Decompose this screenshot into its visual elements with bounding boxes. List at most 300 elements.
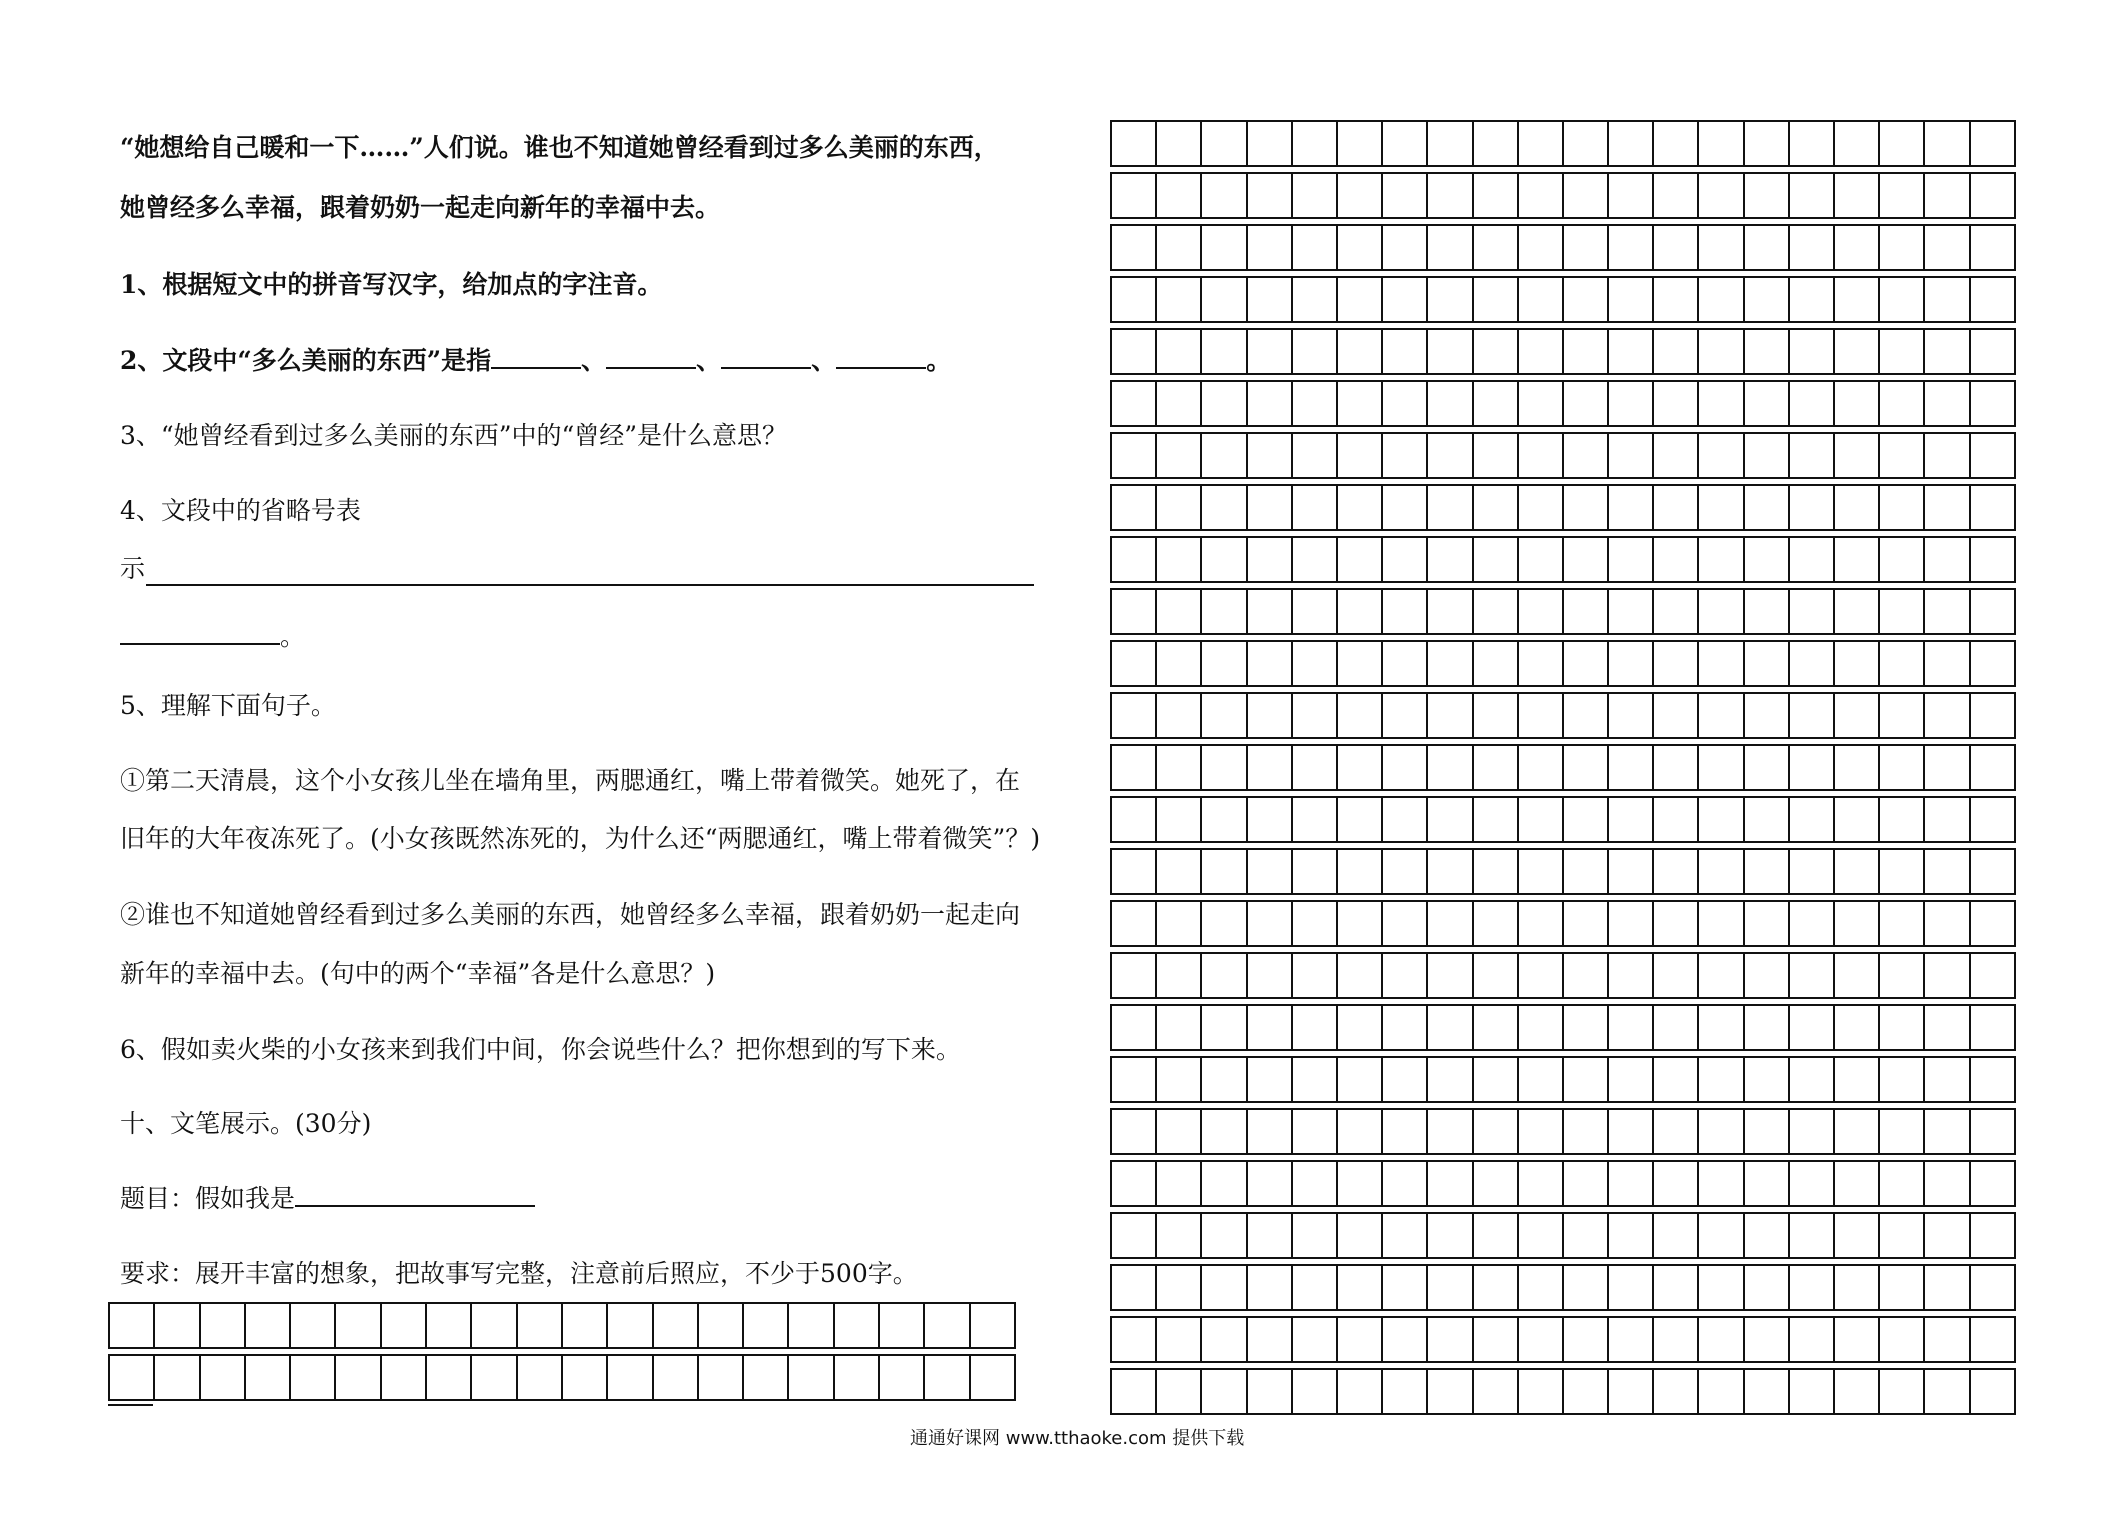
writing-cell[interactable] bbox=[1790, 278, 1835, 323]
writing-cell[interactable] bbox=[1112, 1266, 1157, 1311]
writing-cell[interactable] bbox=[1609, 746, 1654, 791]
writing-cell[interactable] bbox=[1112, 278, 1157, 323]
writing-cell[interactable] bbox=[1202, 434, 1247, 479]
writing-cell[interactable] bbox=[1699, 226, 1744, 271]
writing-cell[interactable] bbox=[1835, 746, 1880, 791]
writing-cell[interactable] bbox=[1745, 174, 1790, 219]
writing-cell[interactable] bbox=[1474, 1006, 1519, 1051]
writing-cell[interactable] bbox=[1112, 174, 1157, 219]
writing-cell[interactable] bbox=[1880, 1370, 1925, 1415]
writing-cell[interactable] bbox=[1835, 278, 1880, 323]
writing-cell[interactable] bbox=[1112, 850, 1157, 895]
writing-cell[interactable] bbox=[1519, 1214, 1564, 1259]
title-blank[interactable] bbox=[295, 1183, 535, 1207]
writing-cell[interactable] bbox=[1338, 382, 1383, 427]
writing-cell[interactable] bbox=[291, 1356, 336, 1401]
writing-cell[interactable] bbox=[1971, 174, 2016, 219]
writing-cell[interactable] bbox=[1202, 850, 1247, 895]
writing-cell[interactable] bbox=[1564, 1162, 1609, 1207]
writing-cell[interactable] bbox=[1790, 1162, 1835, 1207]
writing-cell[interactable] bbox=[1699, 1370, 1744, 1415]
writing-cell[interactable] bbox=[1835, 434, 1880, 479]
writing-cell[interactable] bbox=[1157, 850, 1202, 895]
writing-cell[interactable] bbox=[1699, 1058, 1744, 1103]
writing-cell[interactable] bbox=[925, 1304, 970, 1349]
writing-cell[interactable] bbox=[155, 1304, 200, 1349]
writing-cell[interactable] bbox=[1338, 122, 1383, 167]
writing-cell[interactable] bbox=[1609, 590, 1654, 635]
writing-cell[interactable] bbox=[1925, 226, 1970, 271]
writing-cell[interactable] bbox=[1699, 1110, 1744, 1155]
writing-cell[interactable] bbox=[1519, 278, 1564, 323]
writing-cell[interactable] bbox=[1790, 1370, 1835, 1415]
writing-cell[interactable] bbox=[925, 1356, 970, 1401]
writing-cell[interactable] bbox=[1293, 278, 1338, 323]
writing-cell[interactable] bbox=[1790, 1266, 1835, 1311]
writing-cell[interactable] bbox=[1564, 226, 1609, 271]
writing-cell[interactable] bbox=[1474, 1214, 1519, 1259]
writing-cell[interactable] bbox=[1925, 590, 1970, 635]
writing-cell[interactable] bbox=[1519, 330, 1564, 375]
writing-cell[interactable] bbox=[971, 1304, 1016, 1349]
writing-cell[interactable] bbox=[1790, 434, 1835, 479]
writing-cell[interactable] bbox=[1338, 954, 1383, 999]
writing-cell[interactable] bbox=[1745, 1006, 1790, 1051]
writing-cell[interactable] bbox=[1248, 1318, 1293, 1363]
writing-cell[interactable] bbox=[1202, 954, 1247, 999]
writing-cell[interactable] bbox=[1474, 174, 1519, 219]
writing-cell[interactable] bbox=[1699, 1318, 1744, 1363]
writing-cell[interactable] bbox=[1519, 486, 1564, 531]
writing-cell[interactable] bbox=[1248, 1110, 1293, 1155]
writing-cell[interactable] bbox=[1880, 694, 1925, 739]
writing-cell[interactable] bbox=[1474, 1266, 1519, 1311]
writing-cell[interactable] bbox=[1474, 330, 1519, 375]
writing-cell[interactable] bbox=[1202, 226, 1247, 271]
writing-cell[interactable] bbox=[563, 1304, 608, 1349]
writing-cell[interactable] bbox=[1157, 1006, 1202, 1051]
writing-cell[interactable] bbox=[1202, 902, 1247, 947]
writing-cell[interactable] bbox=[1609, 330, 1654, 375]
writing-cell[interactable] bbox=[1699, 122, 1744, 167]
writing-cell[interactable] bbox=[1474, 278, 1519, 323]
writing-cell[interactable] bbox=[1654, 122, 1699, 167]
writing-cell[interactable] bbox=[1564, 590, 1609, 635]
writing-cell[interactable] bbox=[1654, 590, 1699, 635]
writing-cell[interactable] bbox=[1519, 746, 1564, 791]
writing-cell[interactable] bbox=[1248, 1214, 1293, 1259]
writing-cell[interactable] bbox=[1293, 798, 1338, 843]
writing-cell[interactable] bbox=[1383, 1006, 1428, 1051]
writing-cell[interactable] bbox=[1699, 1214, 1744, 1259]
writing-cell[interactable] bbox=[1428, 1058, 1473, 1103]
writing-cell[interactable] bbox=[1428, 122, 1473, 167]
writing-cell[interactable] bbox=[1202, 746, 1247, 791]
writing-cell[interactable] bbox=[1338, 746, 1383, 791]
writing-cell[interactable] bbox=[1654, 226, 1699, 271]
writing-cell[interactable] bbox=[1202, 642, 1247, 687]
writing-cell[interactable] bbox=[1157, 122, 1202, 167]
writing-cell[interactable] bbox=[1202, 330, 1247, 375]
writing-cell[interactable] bbox=[1971, 850, 2016, 895]
writing-cell[interactable] bbox=[1971, 1058, 2016, 1103]
writing-cell[interactable] bbox=[1338, 1318, 1383, 1363]
writing-cell[interactable] bbox=[1202, 1162, 1247, 1207]
writing-cell[interactable] bbox=[1564, 174, 1609, 219]
writing-cell[interactable] bbox=[1790, 694, 1835, 739]
writing-cell[interactable] bbox=[1564, 694, 1609, 739]
writing-cell[interactable] bbox=[1880, 798, 1925, 843]
writing-cell[interactable] bbox=[1971, 1318, 2016, 1363]
writing-cell[interactable] bbox=[1338, 1058, 1383, 1103]
writing-cell[interactable] bbox=[1112, 434, 1157, 479]
writing-cell[interactable] bbox=[1925, 694, 1970, 739]
writing-cell[interactable] bbox=[1383, 850, 1428, 895]
writing-cell[interactable] bbox=[1428, 850, 1473, 895]
writing-cell[interactable] bbox=[1971, 1266, 2016, 1311]
writing-cell[interactable] bbox=[1880, 486, 1925, 531]
writing-cell[interactable] bbox=[1654, 1162, 1699, 1207]
writing-cell[interactable] bbox=[1248, 486, 1293, 531]
writing-cell[interactable] bbox=[1157, 1058, 1202, 1103]
writing-cell[interactable] bbox=[1609, 1370, 1654, 1415]
writing-cell[interactable] bbox=[1925, 850, 1970, 895]
writing-cell[interactable] bbox=[1654, 1318, 1699, 1363]
writing-cell[interactable] bbox=[971, 1356, 1016, 1401]
writing-cell[interactable] bbox=[1880, 278, 1925, 323]
writing-cell[interactable] bbox=[1790, 642, 1835, 687]
writing-cell[interactable] bbox=[1248, 434, 1293, 479]
writing-cell[interactable] bbox=[472, 1304, 517, 1349]
writing-cell[interactable] bbox=[1519, 174, 1564, 219]
writing-cell[interactable] bbox=[1428, 954, 1473, 999]
writing-cell[interactable] bbox=[1564, 278, 1609, 323]
writing-cell[interactable] bbox=[1519, 226, 1564, 271]
writing-cell[interactable] bbox=[1880, 642, 1925, 687]
writing-cell[interactable] bbox=[1474, 1110, 1519, 1155]
writing-cell[interactable] bbox=[1835, 330, 1880, 375]
writing-cell[interactable] bbox=[1880, 174, 1925, 219]
writing-cell[interactable] bbox=[1745, 1214, 1790, 1259]
writing-cell[interactable] bbox=[1519, 642, 1564, 687]
writing-cell[interactable] bbox=[1293, 1162, 1338, 1207]
writing-cell[interactable] bbox=[1248, 1266, 1293, 1311]
writing-cell[interactable] bbox=[880, 1356, 925, 1401]
writing-cell[interactable] bbox=[1835, 486, 1880, 531]
writing-cell[interactable] bbox=[1474, 226, 1519, 271]
writing-cell[interactable] bbox=[1338, 798, 1383, 843]
writing-cell[interactable] bbox=[1564, 122, 1609, 167]
writing-cell[interactable] bbox=[1428, 278, 1473, 323]
writing-cell[interactable] bbox=[1112, 538, 1157, 583]
writing-cell[interactable] bbox=[1519, 434, 1564, 479]
writing-cell[interactable] bbox=[336, 1356, 381, 1401]
writing-cell[interactable] bbox=[1202, 538, 1247, 583]
writing-cell[interactable] bbox=[1112, 954, 1157, 999]
writing-cell[interactable] bbox=[1609, 174, 1654, 219]
writing-cell[interactable] bbox=[1428, 590, 1473, 635]
writing-cell[interactable] bbox=[1383, 694, 1428, 739]
writing-cell[interactable] bbox=[1519, 382, 1564, 427]
writing-cell[interactable] bbox=[1112, 902, 1157, 947]
writing-cell[interactable] bbox=[1609, 382, 1654, 427]
writing-cell[interactable] bbox=[1880, 226, 1925, 271]
writing-cell[interactable] bbox=[1835, 1370, 1880, 1415]
writing-cell[interactable] bbox=[1383, 1318, 1428, 1363]
writing-cell[interactable] bbox=[1338, 1370, 1383, 1415]
writing-cell[interactable] bbox=[1609, 538, 1654, 583]
writing-cell[interactable] bbox=[1564, 382, 1609, 427]
writing-cell[interactable] bbox=[1790, 1058, 1835, 1103]
writing-cell[interactable] bbox=[1428, 434, 1473, 479]
writing-cell[interactable] bbox=[1971, 1162, 2016, 1207]
writing-cell[interactable] bbox=[1699, 486, 1744, 531]
writing-cell[interactable] bbox=[1248, 902, 1293, 947]
writing-cell[interactable] bbox=[1699, 746, 1744, 791]
writing-cell[interactable] bbox=[1925, 902, 1970, 947]
writing-cell[interactable] bbox=[1971, 1006, 2016, 1051]
writing-cell[interactable] bbox=[1699, 278, 1744, 323]
writing-cell[interactable] bbox=[1699, 798, 1744, 843]
writing-cell[interactable] bbox=[1248, 382, 1293, 427]
writing-cell[interactable] bbox=[1157, 434, 1202, 479]
writing-cell[interactable] bbox=[1383, 902, 1428, 947]
writing-cell[interactable] bbox=[1428, 798, 1473, 843]
writing-cell[interactable] bbox=[1609, 642, 1654, 687]
writing-cell[interactable] bbox=[1971, 746, 2016, 791]
writing-cell[interactable] bbox=[1112, 1006, 1157, 1051]
writing-cell[interactable] bbox=[1338, 1214, 1383, 1259]
writing-cell[interactable] bbox=[1202, 1058, 1247, 1103]
writing-cell[interactable] bbox=[1157, 590, 1202, 635]
writing-cell[interactable] bbox=[1112, 122, 1157, 167]
writing-cell[interactable] bbox=[1971, 694, 2016, 739]
writing-cell[interactable] bbox=[1654, 486, 1699, 531]
writing-cell[interactable] bbox=[1202, 590, 1247, 635]
writing-cell[interactable] bbox=[1971, 330, 2016, 375]
writing-cell[interactable] bbox=[1790, 486, 1835, 531]
writing-cell[interactable] bbox=[1925, 954, 1970, 999]
writing-cell[interactable] bbox=[1654, 1006, 1699, 1051]
writing-cell[interactable] bbox=[1202, 1110, 1247, 1155]
writing-cell[interactable] bbox=[1745, 954, 1790, 999]
writing-cell[interactable] bbox=[1971, 278, 2016, 323]
writing-cell[interactable] bbox=[1880, 330, 1925, 375]
writing-cell[interactable] bbox=[1157, 954, 1202, 999]
writing-cell[interactable] bbox=[1519, 1318, 1564, 1363]
writing-cell[interactable] bbox=[1157, 486, 1202, 531]
writing-cell[interactable] bbox=[1474, 590, 1519, 635]
writing-cell[interactable] bbox=[1519, 954, 1564, 999]
writing-cell[interactable] bbox=[1293, 122, 1338, 167]
answer-line[interactable] bbox=[146, 584, 1034, 586]
writing-cell[interactable] bbox=[1654, 174, 1699, 219]
answer-blank[interactable] bbox=[836, 345, 926, 369]
writing-cell[interactable] bbox=[1383, 954, 1428, 999]
writing-cell[interactable] bbox=[1835, 590, 1880, 635]
writing-cell[interactable] bbox=[1474, 434, 1519, 479]
writing-cell[interactable] bbox=[1519, 1110, 1564, 1155]
writing-cell[interactable] bbox=[1248, 694, 1293, 739]
writing-cell[interactable] bbox=[1880, 1162, 1925, 1207]
writing-cell[interactable] bbox=[1699, 1266, 1744, 1311]
writing-cell[interactable] bbox=[1293, 382, 1338, 427]
writing-cell[interactable] bbox=[1745, 278, 1790, 323]
writing-cell[interactable] bbox=[1248, 1370, 1293, 1415]
writing-cell[interactable] bbox=[1293, 330, 1338, 375]
writing-cell[interactable] bbox=[1925, 1006, 1970, 1051]
writing-cell[interactable] bbox=[110, 1356, 155, 1401]
writing-cell[interactable] bbox=[1202, 486, 1247, 531]
writing-cell[interactable] bbox=[1519, 1266, 1564, 1311]
writing-cell[interactable] bbox=[1835, 1318, 1880, 1363]
writing-cell[interactable] bbox=[1157, 538, 1202, 583]
writing-cell[interactable] bbox=[1428, 330, 1473, 375]
writing-cell[interactable] bbox=[1925, 174, 1970, 219]
writing-cell[interactable] bbox=[1338, 278, 1383, 323]
writing-cell[interactable] bbox=[1248, 954, 1293, 999]
writing-cell[interactable] bbox=[1383, 1266, 1428, 1311]
writing-cell[interactable] bbox=[1474, 850, 1519, 895]
writing-cell[interactable] bbox=[1519, 1006, 1564, 1051]
writing-cell[interactable] bbox=[1835, 122, 1880, 167]
writing-cell[interactable] bbox=[1112, 590, 1157, 635]
writing-cell[interactable] bbox=[1790, 174, 1835, 219]
answer-blank[interactable] bbox=[606, 345, 696, 369]
writing-cell[interactable] bbox=[1293, 1318, 1338, 1363]
writing-cell[interactable] bbox=[1383, 746, 1428, 791]
writing-cell[interactable] bbox=[1112, 1162, 1157, 1207]
writing-cell[interactable] bbox=[1880, 434, 1925, 479]
writing-cell[interactable] bbox=[1248, 1006, 1293, 1051]
writing-cell[interactable] bbox=[1383, 590, 1428, 635]
writing-cell[interactable] bbox=[1519, 694, 1564, 739]
writing-cell[interactable] bbox=[1925, 1110, 1970, 1155]
writing-cell[interactable] bbox=[1880, 850, 1925, 895]
writing-cell[interactable] bbox=[1880, 1318, 1925, 1363]
writing-cell[interactable] bbox=[1474, 902, 1519, 947]
writing-cell[interactable] bbox=[427, 1356, 472, 1401]
writing-cell[interactable] bbox=[1609, 486, 1654, 531]
writing-cell[interactable] bbox=[1383, 798, 1428, 843]
writing-cell[interactable] bbox=[1428, 902, 1473, 947]
writing-cell[interactable] bbox=[1971, 642, 2016, 687]
writing-cell[interactable] bbox=[1157, 382, 1202, 427]
writing-cell[interactable] bbox=[1112, 694, 1157, 739]
writing-cell[interactable] bbox=[1745, 746, 1790, 791]
writing-cell[interactable] bbox=[1293, 902, 1338, 947]
writing-cell[interactable] bbox=[1428, 1162, 1473, 1207]
writing-cell[interactable] bbox=[654, 1304, 699, 1349]
writing-cell[interactable] bbox=[1790, 1110, 1835, 1155]
writing-cell[interactable] bbox=[1293, 486, 1338, 531]
writing-cell[interactable] bbox=[1654, 902, 1699, 947]
writing-cell[interactable] bbox=[1654, 278, 1699, 323]
writing-cell[interactable] bbox=[1519, 798, 1564, 843]
writing-cell[interactable] bbox=[1971, 226, 2016, 271]
writing-cell[interactable] bbox=[1880, 1058, 1925, 1103]
writing-cell[interactable] bbox=[1428, 1318, 1473, 1363]
writing-cell[interactable] bbox=[1835, 850, 1880, 895]
writing-cell[interactable] bbox=[1880, 746, 1925, 791]
writing-cell[interactable] bbox=[1790, 954, 1835, 999]
writing-cell[interactable] bbox=[1971, 434, 2016, 479]
writing-cell[interactable] bbox=[1338, 850, 1383, 895]
writing-cell[interactable] bbox=[1157, 642, 1202, 687]
writing-cell[interactable] bbox=[1971, 122, 2016, 167]
writing-cell[interactable] bbox=[1474, 382, 1519, 427]
writing-cell[interactable] bbox=[1609, 1006, 1654, 1051]
writing-cell[interactable] bbox=[1112, 1058, 1157, 1103]
writing-cell[interactable] bbox=[1654, 382, 1699, 427]
writing-cell[interactable] bbox=[1202, 1006, 1247, 1051]
writing-cell[interactable] bbox=[1474, 642, 1519, 687]
writing-cell[interactable] bbox=[1790, 226, 1835, 271]
writing-cell[interactable] bbox=[1383, 226, 1428, 271]
writing-cell[interactable] bbox=[1157, 694, 1202, 739]
writing-cell[interactable] bbox=[1790, 330, 1835, 375]
writing-cell[interactable] bbox=[1971, 538, 2016, 583]
writing-cell[interactable] bbox=[1925, 746, 1970, 791]
writing-cell[interactable] bbox=[1383, 330, 1428, 375]
writing-cell[interactable] bbox=[1157, 226, 1202, 271]
writing-cell[interactable] bbox=[1880, 590, 1925, 635]
writing-cell[interactable] bbox=[1519, 122, 1564, 167]
writing-cell[interactable] bbox=[1790, 1006, 1835, 1051]
writing-cell[interactable] bbox=[1112, 382, 1157, 427]
writing-cell[interactable] bbox=[1248, 798, 1293, 843]
writing-cell[interactable] bbox=[201, 1356, 246, 1401]
writing-cell[interactable] bbox=[1293, 226, 1338, 271]
writing-cell[interactable] bbox=[1835, 1110, 1880, 1155]
writing-cell[interactable] bbox=[1745, 1318, 1790, 1363]
writing-cell[interactable] bbox=[1925, 798, 1970, 843]
writing-cell[interactable] bbox=[1474, 1318, 1519, 1363]
writing-cell[interactable] bbox=[518, 1356, 563, 1401]
writing-cell[interactable] bbox=[1474, 694, 1519, 739]
writing-cell[interactable] bbox=[1519, 1058, 1564, 1103]
writing-cell[interactable] bbox=[1338, 902, 1383, 947]
writing-cell[interactable] bbox=[1835, 694, 1880, 739]
writing-cell[interactable] bbox=[1654, 850, 1699, 895]
writing-cell[interactable] bbox=[1745, 122, 1790, 167]
writing-cell[interactable] bbox=[1248, 1162, 1293, 1207]
writing-cell[interactable] bbox=[1157, 174, 1202, 219]
writing-cell[interactable] bbox=[155, 1356, 200, 1401]
writing-cell[interactable] bbox=[1383, 174, 1428, 219]
writing-cell[interactable] bbox=[1293, 590, 1338, 635]
writing-cell[interactable] bbox=[1202, 1370, 1247, 1415]
writing-cell[interactable] bbox=[1654, 1266, 1699, 1311]
writing-cell[interactable] bbox=[1519, 538, 1564, 583]
writing-cell[interactable] bbox=[1428, 1370, 1473, 1415]
writing-cell[interactable] bbox=[1699, 1006, 1744, 1051]
writing-cell[interactable] bbox=[1609, 902, 1654, 947]
writing-cell[interactable] bbox=[1654, 330, 1699, 375]
writing-cell[interactable] bbox=[744, 1304, 789, 1349]
writing-cell[interactable] bbox=[1745, 642, 1790, 687]
writing-cell[interactable] bbox=[789, 1304, 834, 1349]
writing-cell[interactable] bbox=[1248, 278, 1293, 323]
writing-cell[interactable] bbox=[1428, 1214, 1473, 1259]
writing-cell[interactable] bbox=[608, 1356, 653, 1401]
writing-cell[interactable] bbox=[1564, 902, 1609, 947]
writing-cell[interactable] bbox=[1338, 590, 1383, 635]
writing-cell[interactable] bbox=[1383, 1058, 1428, 1103]
writing-cell[interactable] bbox=[1880, 954, 1925, 999]
writing-cell[interactable] bbox=[1790, 850, 1835, 895]
writing-cell[interactable] bbox=[1248, 330, 1293, 375]
